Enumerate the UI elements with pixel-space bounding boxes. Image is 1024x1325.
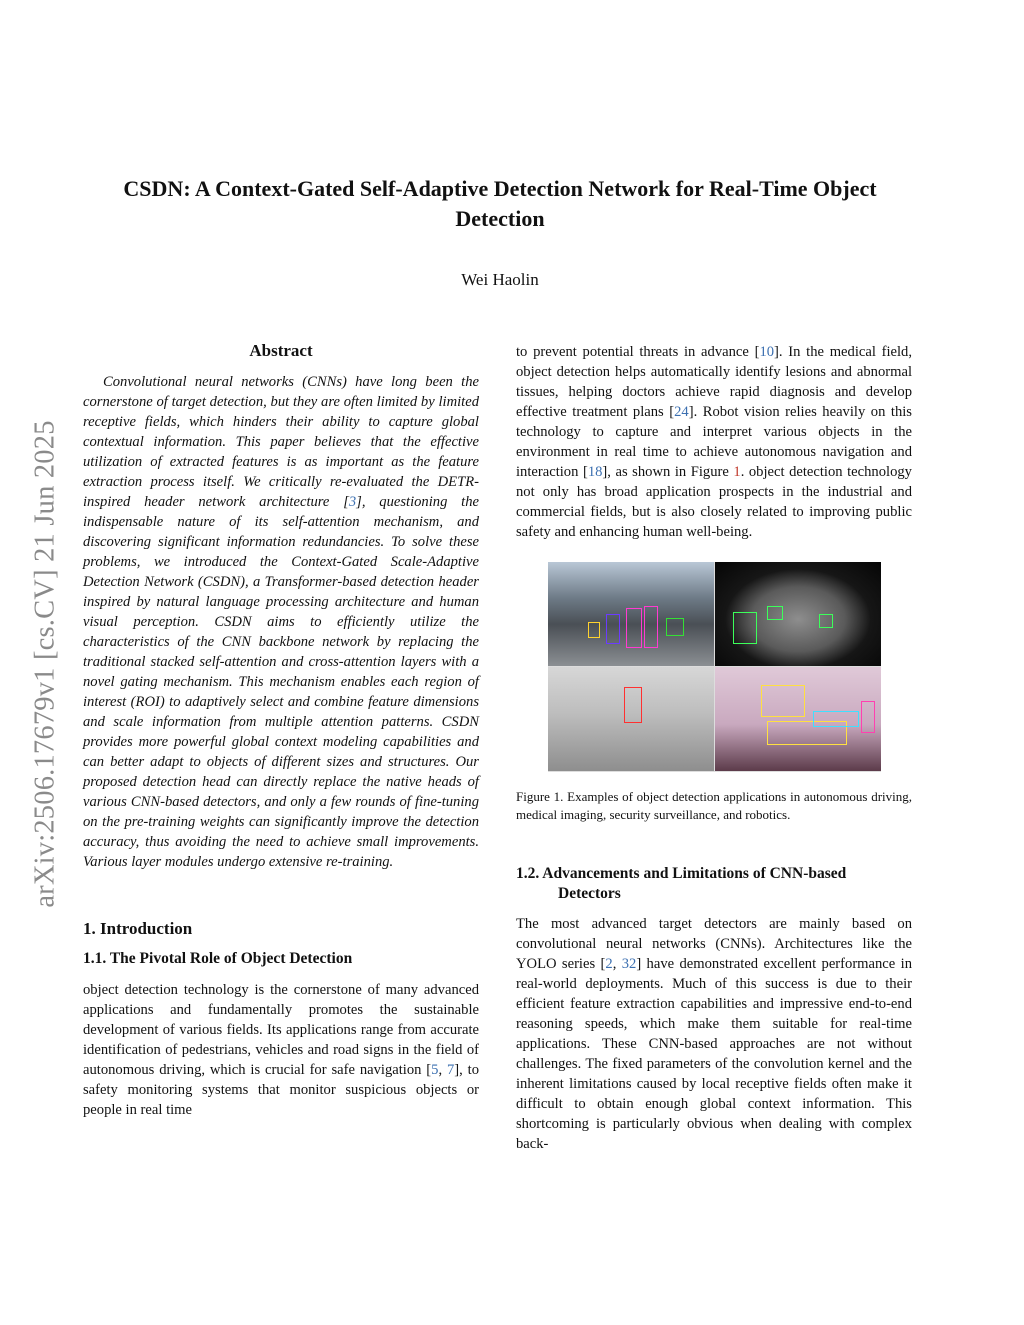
abstract-text — [83, 372, 479, 872]
subsection-heading-1-1: 1.1. The Pivotal Role of Object Detection — [83, 950, 353, 967]
figure-1-caption: Figure 1. Examples of object detection applications in autonomous driving, medical imaging, security surveillance, and robotics. — [516, 789, 912, 822]
bounding-box — [644, 606, 658, 648]
arxiv-stamp-text: arXiv:2506.17679v1 [cs.CV] 21 Jun 2025 — [30, 420, 62, 908]
subsection-heading-1-2 — [516, 864, 912, 904]
text-part: ], as shown in Figure — [602, 464, 734, 480]
citation-link[interactable]: 5 — [431, 1062, 439, 1078]
section-1-2-paragraph — [516, 914, 912, 1154]
intro-paragraph — [83, 980, 479, 1120]
text-part: . object detection technology not only has broad application prospects in the industrial and commercial fields, but is also closely related to improving public safety and enhancing human well-being. — [516, 464, 912, 540]
section-heading-introduction: 1. Introduction — [83, 919, 193, 938]
bounding-box — [588, 622, 600, 638]
figure-1-image-grid — [548, 562, 881, 772]
intro-text-part: object detection technology is the cornerstone of many advanced applications and fundamentally promotes the sustainable development of various fields. Its applications range from accurate identification of pedestrians, vehicles and road signs in the field of autonomous driving, which is crucial for safe navigation [ — [83, 982, 479, 1078]
bounding-box — [733, 612, 757, 644]
robotics-desk-photo — [715, 667, 881, 771]
bounding-box — [813, 711, 859, 727]
paper-author: Wei Haolin — [461, 270, 539, 289]
autonomous-driving-photo — [548, 562, 714, 666]
left-column — [83, 340, 479, 1120]
citation-link[interactable]: 18 — [587, 464, 603, 480]
citation-link[interactable]: 32 — [621, 956, 637, 972]
security-surveillance-photo — [548, 667, 714, 771]
arxiv-sidebar-stamp — [26, 376, 66, 952]
text-part: ] have demonstrated excellent performance in real-world deployments. Much of this success is due to their efficient feature extraction capabilities and impressive end-to-end reasoning speeds, which make them suitable for real-time applications. These CNN-based approaches are not without challenges. The fixed parameters of the convolution kernel and the inherent limitations caused by local receptive fields often make it difficult to obtain enough global context information. This shortcoming is particularly obvious when dealing with complex back- — [516, 956, 912, 1152]
citation-link[interactable]: 7 — [446, 1062, 455, 1078]
subsection-heading-continued: Detectors — [558, 885, 621, 902]
bounding-box — [626, 608, 642, 648]
bounding-box — [819, 614, 833, 628]
abstract-heading: Abstract — [249, 341, 313, 360]
intro-continued-paragraph — [516, 342, 912, 542]
citation-link[interactable]: 3 — [348, 494, 357, 510]
citation-separator: , — [612, 956, 622, 972]
figure-reference-link[interactable]: 1 — [733, 464, 741, 480]
medical-ct-scan — [715, 562, 881, 666]
bounding-box — [624, 687, 642, 723]
bounding-box — [861, 701, 875, 733]
bounding-box — [666, 618, 684, 636]
intro-text-part: ], to safety monitoring systems that monitor suspicious objects or people in real time — [83, 1062, 479, 1118]
paper-title: CSDN: A Context-Gated Self-Adaptive Detection Network for Real-Time Object Detection — [123, 176, 877, 231]
text-part: to prevent potential threats in advance [ — [516, 344, 760, 360]
bounding-box — [606, 614, 620, 644]
text-part: The most advanced target detectors are mainly based on convolutional neural networks (CNNs). Architectures like the YOLO series [ — [516, 916, 912, 972]
text-part: ]. Robot vision relies heavily on this technology to capture and interpret various objects in the environment in real time to achieve autonomous navigation and interaction [ — [516, 404, 912, 480]
subsection-heading-text: 1.2. Advancements and Limitations of CNN-based — [516, 865, 847, 882]
text-part: ]. In the medical field, object detection helps automatically identify lesions and abnormal tissues, helping doctors achieve rapid diagnosis and develop effective treatment plans [ — [516, 344, 913, 420]
citation-link[interactable]: 2 — [605, 956, 613, 972]
citation-link[interactable]: 24 — [674, 404, 689, 420]
citation-link[interactable]: 10 — [759, 344, 775, 360]
citation-separator: , — [438, 1062, 447, 1078]
bounding-box — [761, 685, 805, 717]
abstract-text-part: Convolutional neural networks (CNNs) have long been the cornerstone of target detection, but they are often limited by limited receptive fields, which hinders their ability to capture global contextual information. This paper believes that the effective utilization of extracted features is as important as the feature extraction process itself. We critically re-evaluated the DETR-inspired header network architecture [ — [83, 374, 479, 510]
right-column — [516, 342, 912, 1154]
abstract-text-part: ], questioning the indispensable nature of its self-attention mechanism, and discovering significant information redundancies. To solve these problems, we introduced the Context-Gated Scale-Adaptive Detection Network (CSDN), a Transformer-based detection header inspired by natural language processing architecture and human visual perception. CSDN aims to efficiently utilize the characteristics of the CNN backbone network by replacing the traditional stacked self-attention and cross-attention layers with a novel gating mechanism. This mechanism enables each region of interest (ROI) to adaptively select and combine feature dimensions and scale information from multiple attention patterns. CSDN provides more powerful global context modeling capabilities and can better adapt to objects of different sizes and structures. Our proposed detection head can directly replace the native heads of various CNN-based detectors, and only a few rounds of fine-tuning on the pre-training weights can significantly improve the detection accuracy, thus avoiding the need to achieve small improvements. Various layer modules undergo extensive re-training. — [83, 494, 479, 870]
bounding-box — [767, 606, 783, 620]
